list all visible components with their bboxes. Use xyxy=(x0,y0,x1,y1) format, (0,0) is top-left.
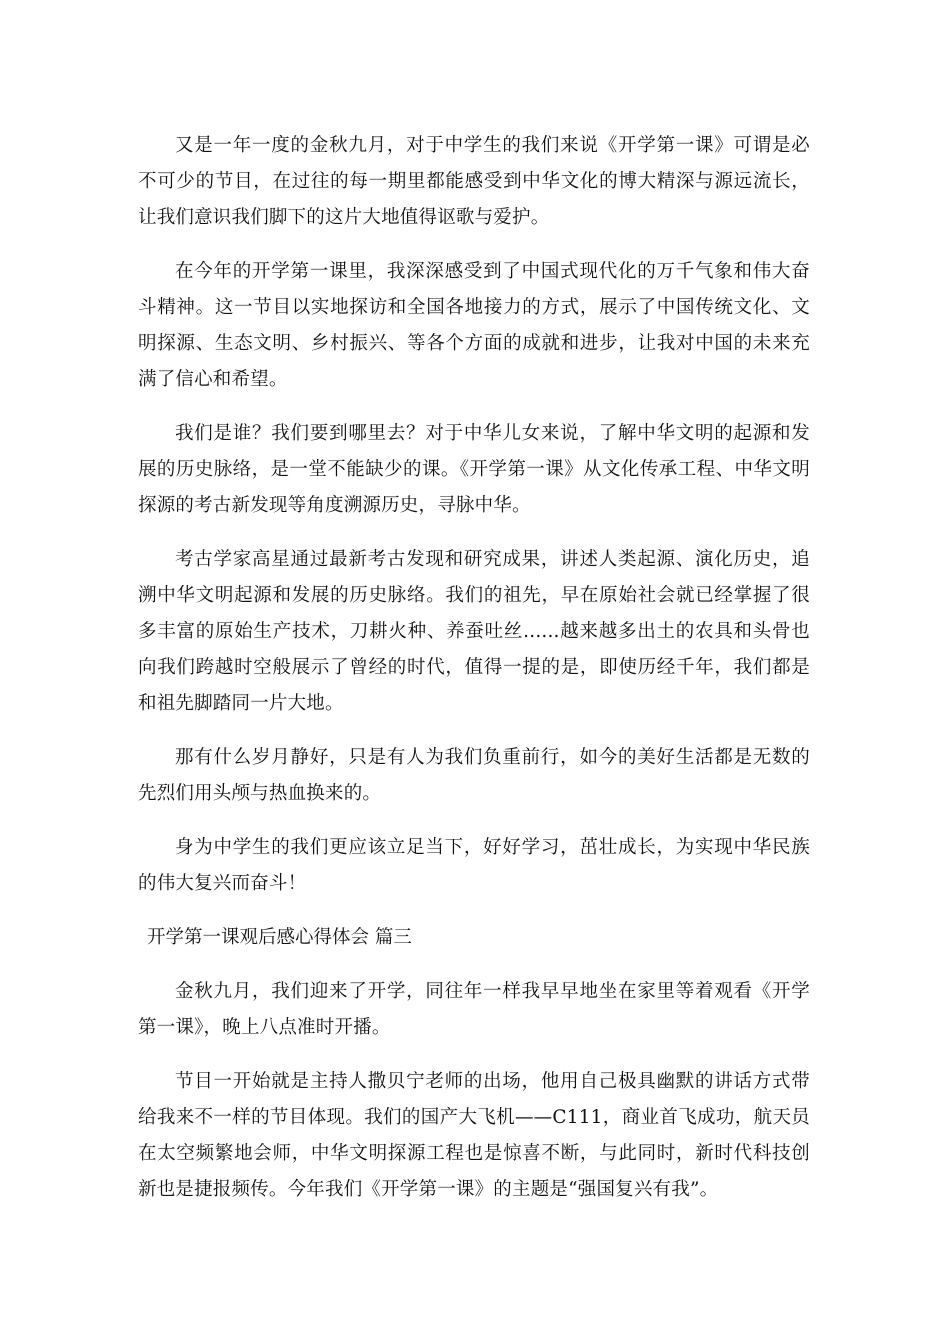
paragraph-1: 又是一年一度的金秋九月，对于中学生的我们来说《开学第一课》可谓是必不可少的节目，在过往的每一期里都能感受到中华文化的博大精深与源远流长，让我们意识我们脚下的这片大地值得讴歌与爱护。 xyxy=(138,135,810,228)
document-body xyxy=(138,128,810,1226)
paragraph-6: 身为中学生的我们更应该立足当下，好好学习，茁壮成长，为实现中华民族的伟大复兴而奋斗！ xyxy=(138,837,810,894)
paragraph-4: 考古学家高星通过最新考古发现和研究成果，讲述人类起源、演化历史，追溯中华文明起源和发展的历史脉络。我们的祖先，早在原始社会就已经掌握了很多丰富的原始生产技术，刀耕火种、养蚕吐丝......越来越多出土的农具和头骨也向我们跨越时空般展示了曾经的时代，值得一提的是，即使历经千年，我们都是和祖先脚踏同一片大地。 xyxy=(138,549,810,714)
paragraph-8: 节目一开始就是主持人撒贝宁老师的出场，他用自己极具幽默的讲话方式带给我来不一样的节目体现。我们的国产大飞机——C111，商业首飞成功，航天员在太空频繁地会师，中华文明探源工程也是惊喜不断，与此同时，新时代科技创新也是捷报频传。今年我们《开学第一课》的主题是“强国复兴有我”。 xyxy=(138,1071,810,1200)
paragraph-3: 我们是谁？我们要到哪里去？对于中华儿女来说，了解中华文明的起源和发展的历史脉络，是一堂不能缺少的课。《开学第一课》从文化传承工程、中华文明探源的考古新发现等角度溯源历史，寻脉中华。 xyxy=(138,423,810,516)
paragraph-2: 在今年的开学第一课里，我深深感受到了中国式现代化的万千气象和伟大奋斗精神。这一节目以实地探访和全国各地接力的方式，展示了中国传统文化、文明探源、生态文明、乡村振兴、等各个方面的成就和进步，让我对中国的未来充满了信心和希望。 xyxy=(138,261,810,390)
paragraph-7: 金秋九月，我们迎来了开学，同往年一样我早早地坐在家里等着观看《开学第一课》，晚上八点准时开播。 xyxy=(138,981,810,1038)
paragraph-5: 那有什么岁月静好，只是有人为我们负重前行，如今的美好生活都是无数的先烈们用头颅与热血换来的。 xyxy=(138,747,810,804)
section-heading: 开学第一课观后感心得体会 篇三 xyxy=(147,927,412,948)
